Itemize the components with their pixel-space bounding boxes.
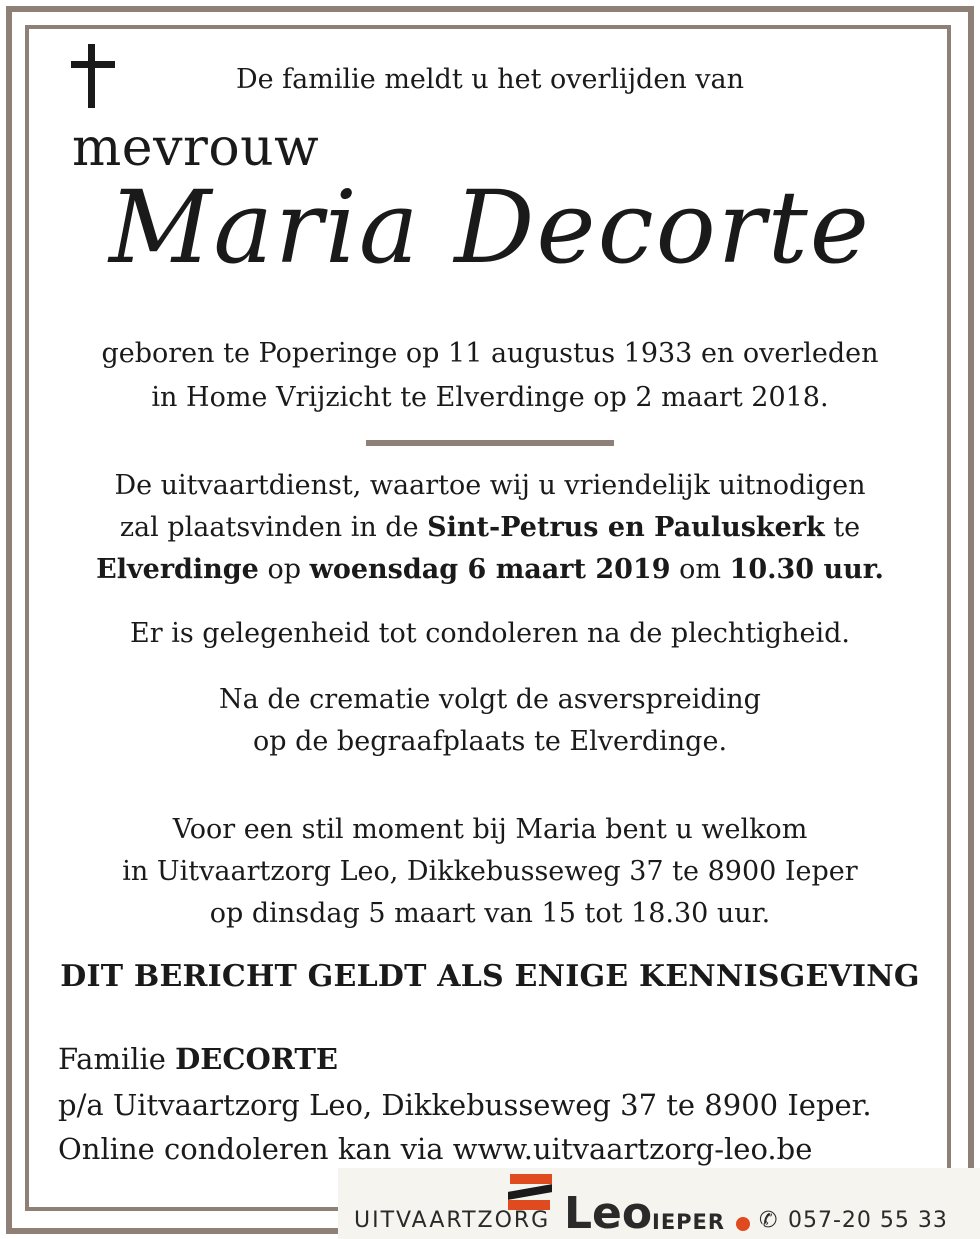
footer-brand: UITVAARTZORG — [354, 1208, 551, 1233]
birth-line-2: in Home Vrijzicht te Elverdinge op 2 maart 2018. — [151, 382, 829, 413]
service-line-3: Elverdinge op woensdag 6 maart 2019 om 10.30 uur. — [96, 554, 884, 585]
deceased-name: Maria Decorte — [109, 169, 871, 286]
church-name: Sint-Petrus en Pauluskerk — [427, 512, 825, 543]
footer-logo: Leo — [564, 1188, 653, 1239]
title-text: mevrouw — [72, 118, 320, 178]
family-line: Familie DECORTE — [58, 1042, 339, 1076]
service-line-2: zal plaatsvinden in de Sint-Petrus en Pauluskerk te — [119, 512, 861, 543]
address-line: p/a Uitvaartzorg Leo, Dikkebusseweg 37 te 8900 Ieper. — [58, 1088, 872, 1122]
online-line: Online condoleren kan via www.uitvaartzorg-leo.be — [58, 1132, 813, 1166]
service-place: Elverdinge — [96, 554, 259, 585]
footer-city: IEPER — [652, 1210, 726, 1234]
divider — [366, 440, 614, 446]
bullet-dot-icon — [736, 1217, 750, 1231]
birth-line-1: geboren te Poperinge op 11 augustus 1933 en overleden — [101, 338, 879, 369]
visit-line-3: op dinsdag 5 maart van 15 tot 18.30 uur. — [209, 898, 771, 929]
footer-phone: 057-20 55 33 — [788, 1208, 948, 1233]
cremation-line-2: op de begraafplaats te Elverdinge. — [252, 726, 728, 757]
service-line-1: De uitvaartdienst, waartoe wij u vriendelijk uitnodigen — [114, 470, 866, 501]
service-date: woensdag 6 maart 2019 — [309, 554, 671, 585]
cremation-line-1: Na de crematie volgt de asverspreiding — [219, 684, 761, 715]
visit-line-1: Voor een stil moment bij Maria bent u welkom — [172, 814, 808, 845]
notice-text: DIT BERICHT GELDT ALS ENIGE KENNISGEVING — [60, 959, 920, 994]
visit-line-2: in Uitvaartzorg Leo, Dikkebusseweg 37 te 8900 Ieper — [122, 856, 858, 887]
intro-text: De familie meldt u het overlijden van — [235, 64, 745, 95]
logo-mark-icon — [508, 1174, 554, 1212]
footer-banner — [338, 1168, 980, 1239]
family-name: DECORTE — [175, 1042, 339, 1076]
condolence-text: Er is gelegenheid tot condoleren na de plechtigheid. — [130, 618, 850, 649]
service-time: 10.30 uur. — [729, 554, 884, 585]
phone-icon: ✆ — [759, 1208, 778, 1233]
